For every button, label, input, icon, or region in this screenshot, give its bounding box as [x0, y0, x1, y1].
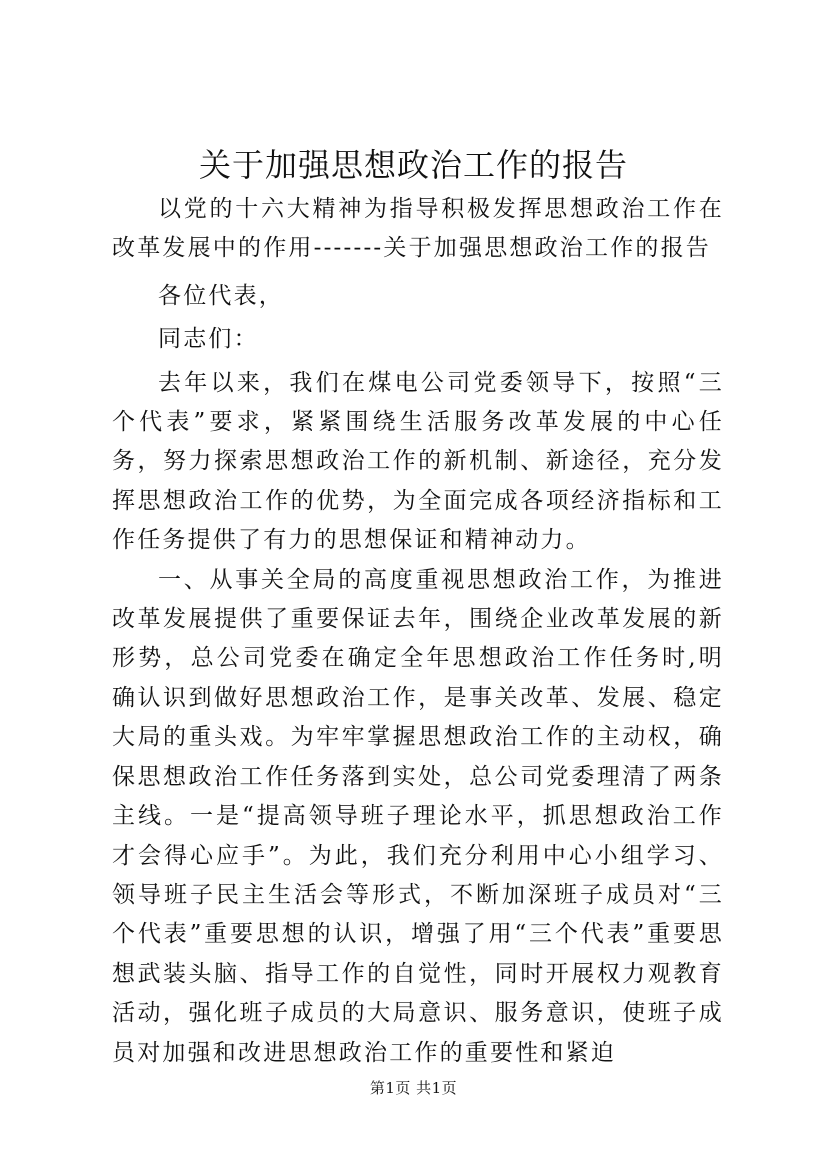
- greeting-representatives: 各位代表，: [158, 282, 284, 309]
- document-title: 关于加强思想政治工作的报告: [198, 146, 628, 184]
- greeting-comrades: 同志们：: [158, 326, 259, 353]
- document-subtitle: 以党的十六大精神为指导积极发挥思想政治工作在改革发展中的作用-------关于加强思想政治工作的报告: [112, 196, 724, 262]
- document-body: [112, 190, 724, 1073]
- paragraph-intro: 去年以来，我们在煤电公司党委领导下，按照“三个代表”要求，紧紧围绕生活服务改革发展的中心任务，努力探索思想政治工作的新机制、新途径，充分发挥思想政治工作的优势，为全面完成各项经济指标和工作任务提供了有力的思想保证和精神动力。: [112, 369, 724, 554]
- page-number-footer: 第1页 共1页: [369, 1079, 458, 1097]
- paragraph-section-one: 一、从事关全局的高度重视思想政治工作，为推进改革发展提供了重要保证去年，围绕企业改革发展的新形势，总公司党委在确定全年思想政治工作任务时,明确认识到做好思想政治工作，是事关改革、发展、稳定大局的重头戏。为牢牢掌握思想政治工作的主动权，确保思想政治工作任务落到实处，总公司党委理清了两条主线。一是“提高领导班子理论水平，抓思想政治工作才会得心应手”。为此，我们充分利用中心小组学习、领导班子民主生活会等形式，不断加深班子成员对“三个代表”重要思想的认识，增强了用“三个代表”重要思想武装头脑、指导工作的自觉性，同时开展权力观教育活动，强化班子成员的大局意识、服务意识，使班子成员对加强和改进思想政治工作的重要性和紧迫: [112, 566, 724, 1066]
